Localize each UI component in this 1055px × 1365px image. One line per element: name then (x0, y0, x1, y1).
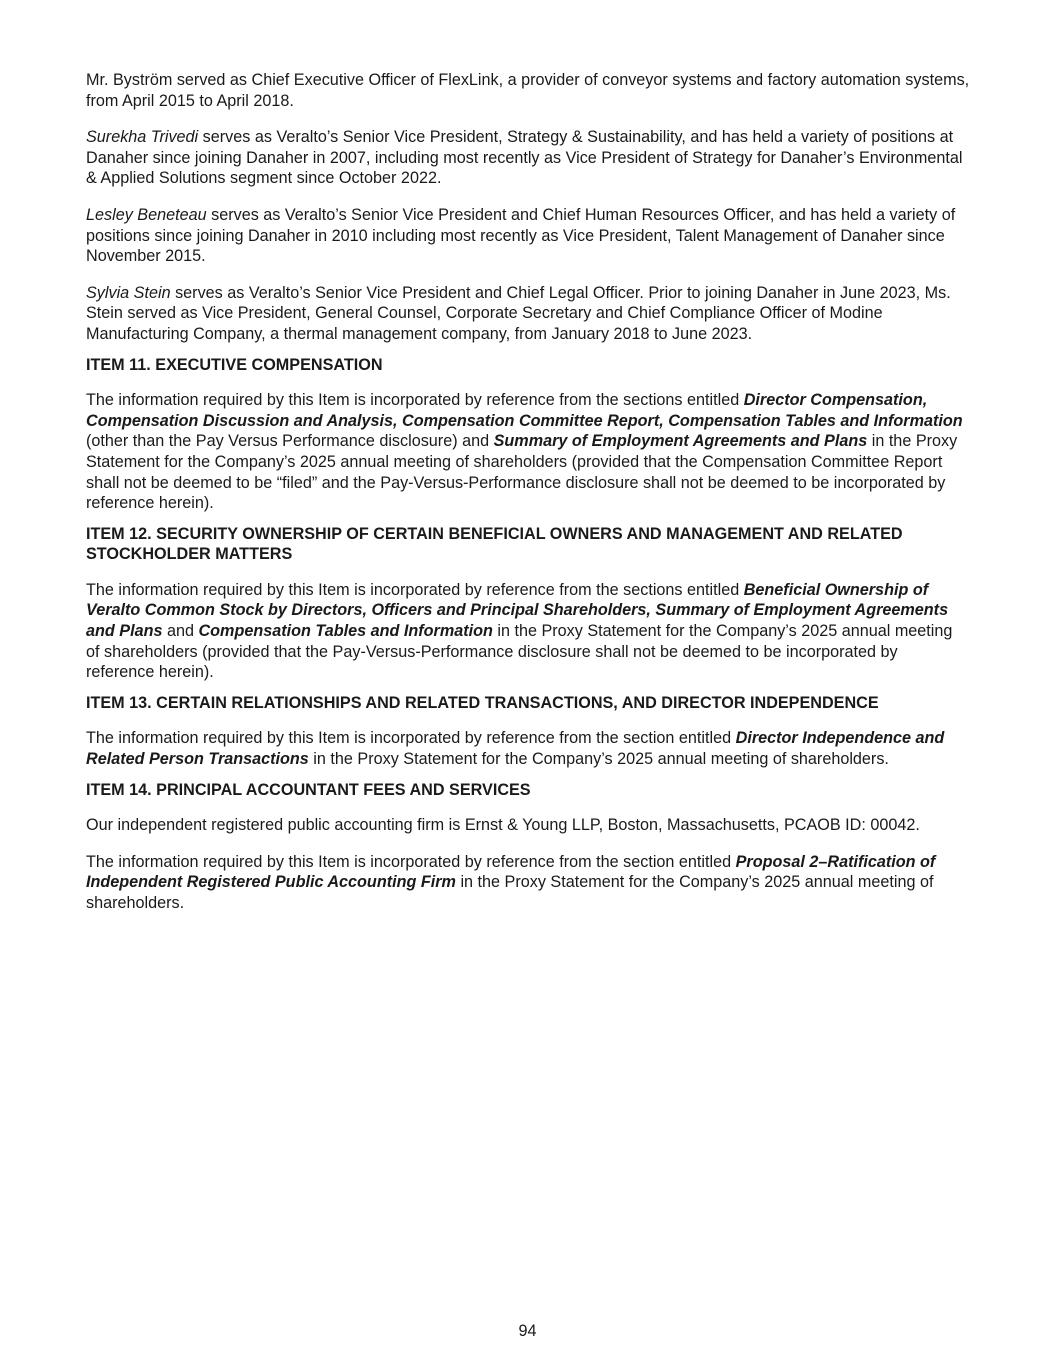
item-14-body: The information required by this Item is incorporated by reference from the section entitled Proposal 2–Ratification of Independent Registered Public Accounting Firm in the Proxy Statement for the Company’s 2025 annual meeting of shareholders. (86, 852, 936, 912)
item-13-body: The information required by this Item is incorporated by reference from the section entitled Director Independence and Related Person Transactions in the Proxy Statement for the Company’s 2025 annual meeting of shareholders. (86, 729, 945, 769)
item-14-firm: Our independent registered public accounting firm is Ernst & Young LLP, Boston, Massachusetts, PCAOB ID: 00042. (86, 816, 920, 835)
item-11-heading: ITEM 11. EXECUTIVE COMPENSATION (86, 355, 383, 374)
item-12-heading: ITEM 12. SECURITY OWNERSHIP OF CERTAIN BENEFICIAL OWNERS AND MANAGEMENT AND RELATED STOCKHOLDER MATTERS (86, 524, 903, 564)
page-number: 94 (518, 1322, 537, 1340)
bio-name: Sylvia Stein (86, 283, 171, 302)
document-page (86, 70, 970, 930)
item-13-heading: ITEM 13. CERTAIN RELATIONSHIPS AND RELATED TRANSACTIONS, AND DIRECTOR INDEPENDENCE (86, 693, 879, 712)
bio-bystrom: Mr. Byström served as Chief Executive Officer of FlexLink, a provider of conveyor systems and factory automation systems, from April 2015 to April 2018. (86, 71, 970, 110)
bio-trivedi: Surekha Trivedi serves as Veralto’s Senior Vice President, Strategy & Sustainability, and has held a variety of positions at Danaher since joining Danaher in 2007, including most recently as Vice President of Strategy for Danaher’s Environmental & Applied Solutions segment since October 2022. (86, 128, 963, 188)
item-12-body: The information required by this Item is incorporated by reference from the sections entitled Beneficial Ownership of Veralto Common Stock by Directors, Officers and Principal Shareholders, Summary of Employment Agreements and Plans and Compensation Tables and Information in the Proxy Statement for the Company’s 2025 annual meeting of shareholders (provided that the Pay-Versus-Performance disclosure shall not be deemed to be incorporated by reference herein). (86, 580, 953, 682)
bio-name: Lesley Beneteau (86, 205, 207, 224)
bio-beneteau: Lesley Beneteau serves as Veralto’s Senior Vice President and Chief Human Resources Officer, and has held a variety of positions since joining Danaher in 2010 including most recently as Vice President, Talent Management of Danaher since November 2015. (86, 205, 956, 266)
item-14-heading: ITEM 14. PRINCIPAL ACCOUNTANT FEES AND SERVICES (86, 780, 531, 799)
bio-stein: Sylvia Stein serves as Veralto’s Senior Vice President and Chief Legal Officer. Prior to joining Danaher in June 2023, Ms. Stein served as Vice President, General Counsel, Corporate Secretary and Chief Compliance Officer of Modine Manufacturing Company, a thermal management company, from January 2018 to June 2023. (86, 283, 951, 343)
bio-name: Surekha Trivedi (86, 128, 199, 147)
item-11-body: The information required by this Item is incorporated by reference from the sections entitled Director Compensation, Compensation Discussion and Analysis, Compensation Committee Report, Compensation Tables and Information (other than the Pay Versus Performance disclosure) and Summary of Employment Agreements and Plans in the Proxy Statement for the Company’s 2025 annual meeting of shareholders (provided that the Compensation Committee Report shall not be deemed to be “filed” and the Pay-Versus-Performance disclosure shall not be deemed to be incorporated by reference herein). (86, 391, 963, 513)
